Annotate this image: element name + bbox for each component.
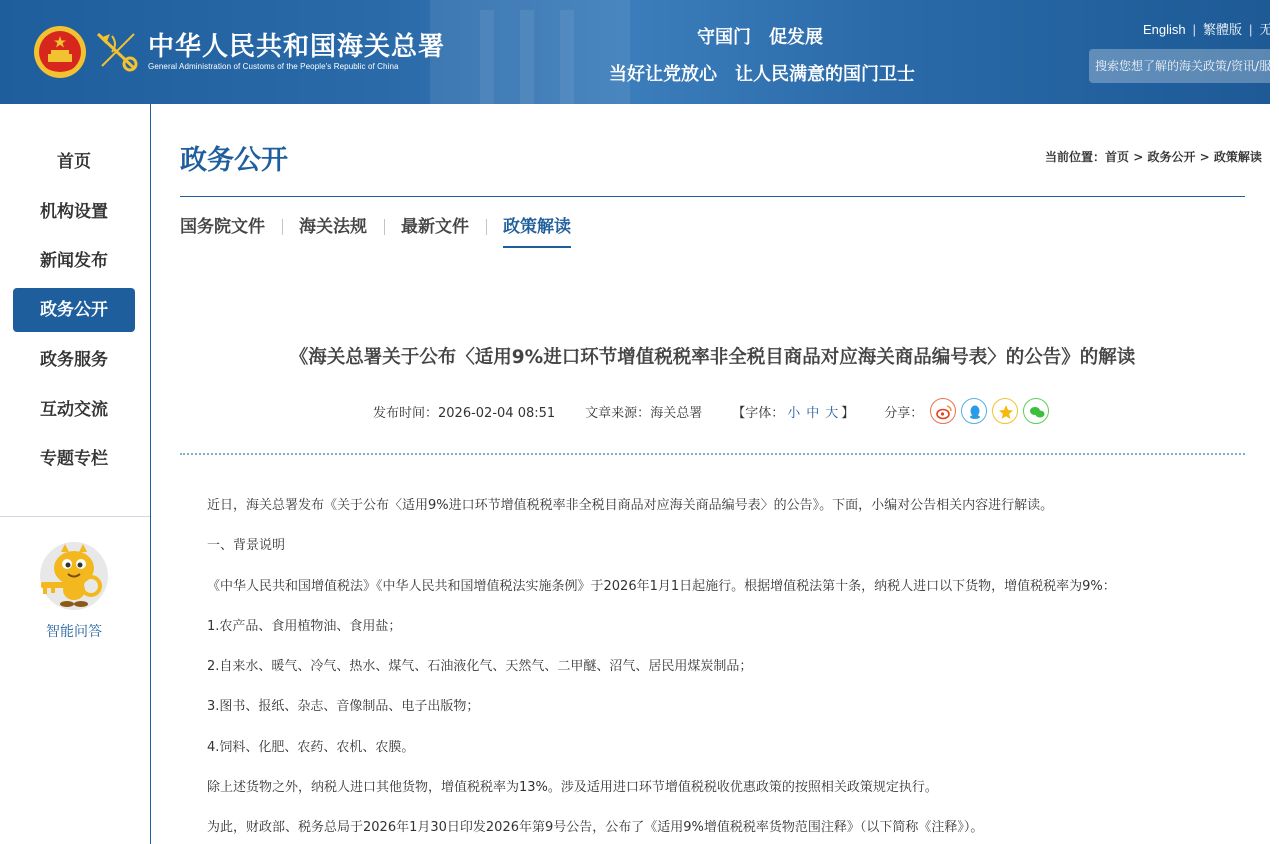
page-title: 政务公开: [180, 145, 288, 176]
tab-state-council-documents[interactable]: 国务院文件: [180, 217, 265, 237]
sidebar-item-home[interactable]: 首页: [57, 152, 91, 172]
sidebar-separator: [0, 516, 150, 517]
header-background-pillar: [480, 10, 494, 104]
title-divider: [180, 196, 1245, 197]
slogan-text: 促发展: [769, 27, 823, 48]
article-list-item: 3.图书、报纸、杂志、音像制品、电子出版物；: [207, 699, 480, 714]
font-size-medium[interactable]: 中: [806, 406, 820, 421]
font-size-close: 】: [841, 406, 855, 421]
font-size-label: 【字体：: [732, 406, 785, 421]
article-section-heading: 一、背景说明: [207, 538, 286, 553]
weibo-icon[interactable]: [930, 398, 956, 424]
breadcrumb-prefix: 当前位置：: [1045, 150, 1106, 164]
slogan-line-2: [609, 60, 915, 86]
site-title-english: General Administration of Customs of the People's Republic of China: [148, 62, 399, 71]
traditional-chinese-link[interactable]: 繁體版: [1203, 22, 1243, 37]
sidebar-item-organization[interactable]: 机构设置: [40, 202, 108, 222]
assistant-label[interactable]: 智能问答: [46, 624, 102, 640]
article-list-item: 4.饲料、化肥、农药、农机、农膜。: [207, 740, 415, 755]
article-paragraph: 近日，海关总署发布《关于公布〈适用9%进口环节增值税税率非全税目商品对应海关商品编号表〉的公告》。下面，小编对公告相关内容进行解读。: [207, 498, 1054, 513]
sidebar-divider: [150, 104, 151, 844]
header-background-pillar: [520, 10, 534, 104]
publish-time: 2026-02-04 08:51: [438, 406, 556, 421]
slogan-text: 当好让党放心: [609, 64, 717, 85]
share-buttons: [930, 398, 1054, 426]
slogan-line-1: [697, 23, 823, 49]
national-emblem-icon: [32, 24, 88, 80]
content-divider: [180, 453, 1245, 455]
source-label: 文章来源：: [585, 406, 651, 421]
breadcrumb-home[interactable]: 首页: [1105, 150, 1130, 164]
article-meta: [373, 402, 923, 422]
breadcrumb-separator: >: [1195, 150, 1214, 164]
language-links: [1143, 19, 1272, 38]
header-background-pillar: [560, 10, 574, 104]
font-size-large[interactable]: 大: [825, 406, 839, 421]
customs-key-logo-icon: [94, 28, 140, 74]
article-list-item: 1.农产品、食用植物油、食用盐；: [207, 619, 402, 634]
font-size-small[interactable]: 小: [787, 406, 801, 421]
sidebar-item-news[interactable]: 新闻发布: [40, 251, 108, 271]
assistant-mascot-icon[interactable]: [35, 538, 113, 610]
article-paragraph: 除上述货物之外，纳税人进口其他货物，增值税税率为13%。涉及适用进口环节增值税税收优惠政策的按照相关政策规定执行。: [207, 780, 938, 795]
breadcrumb: [1045, 148, 1262, 165]
link-separator: |: [1192, 22, 1197, 37]
accessibility-link[interactable]: 无: [1259, 22, 1273, 37]
breadcrumb-separator: >: [1129, 150, 1148, 164]
link-separator: |: [1249, 22, 1253, 37]
qzone-icon[interactable]: [992, 398, 1018, 424]
search-input[interactable]: [1089, 49, 1279, 83]
tab-customs-regulations[interactable]: 海关法规: [282, 216, 384, 238]
slogan-text: 让人民满意的国门卫士: [735, 64, 915, 85]
sidebar-item-services[interactable]: 政务服务: [40, 350, 108, 370]
article-source: 海关总署: [650, 406, 703, 421]
site-title[interactable]: 中华人民共和国海关总署: [148, 32, 446, 62]
english-link[interactable]: English: [1143, 22, 1186, 37]
qq-icon[interactable]: [961, 398, 987, 424]
breadcrumb-government-affairs[interactable]: 政务公开: [1147, 150, 1196, 164]
article-paragraph: 《中华人民共和国增值税法》《中华人民共和国增值税法实施条例》于2026年1月1日起施行。根据增值税法第十条，纳税人进口以下货物，增值税税率为9%：: [207, 579, 1116, 594]
article-title: 《海关总署关于公布〈适用9%进口环节增值税税率非全税目商品对应海关商品编号表〉的公告》的解读: [289, 347, 1136, 368]
sidebar-item-interaction[interactable]: 互动交流: [40, 400, 108, 420]
publish-time-label: 发布时间：: [373, 406, 439, 421]
wechat-icon[interactable]: [1023, 398, 1049, 424]
sidebar-item-special-topics[interactable]: 专题专栏: [40, 449, 108, 469]
sub-tabs: [180, 216, 588, 248]
site-header: [0, 0, 1273, 104]
sidebar-item-government-affairs[interactable]: 政务公开: [13, 288, 135, 332]
tab-latest-documents[interactable]: 最新文件: [384, 216, 486, 238]
breadcrumb-policy-interpretation[interactable]: 政策解读: [1213, 150, 1262, 164]
slogan-text: 守国门: [697, 27, 751, 48]
font-size-control: [732, 406, 854, 421]
tab-policy-interpretation[interactable]: 政策解读: [486, 216, 588, 238]
article-paragraph: 为此，财政部、税务总局于2026年1月30日印发2026年第9号公告，公布了《适用9%增值税税率货物范围注释》（以下简称《注释》）。: [207, 820, 984, 835]
share-label: 分享：: [884, 406, 924, 421]
article-list-item: 2.自来水、暖气、冷气、热水、煤气、石油液化气、天然气、二甲醚、沼气、居民用煤炭制品；: [207, 659, 753, 674]
